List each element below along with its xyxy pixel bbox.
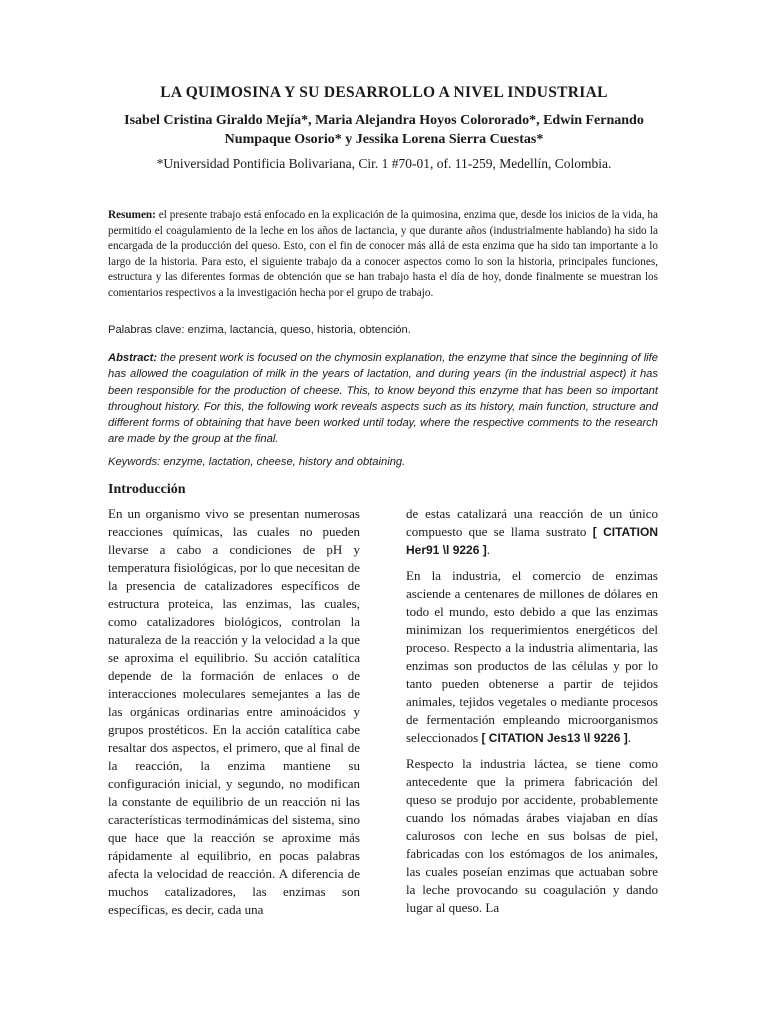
paragraph-text: de estas catalizará una reacción de un único compuesto que se llama sustrato [406, 506, 658, 539]
affiliation: *Universidad Pontificia Bolivariana, Cir. 1 #70-01, of. 11-259, Medellín, Colombia. [156, 156, 612, 171]
resumen-paragraph [108, 208, 658, 301]
paper-title: LA QUIMOSINA Y SU DESARROLLO A NIVEL INDUSTRIAL [160, 84, 608, 101]
intro-paragraph-2 [406, 505, 658, 559]
intro-paragraph-3 [406, 567, 658, 747]
intro-paragraph-4: Respecto la industria láctea, se tiene como antecedente que la primera fabricación del queso se produjo por accidente, probablemente cuando los nómadas árabes viajaban en días calurosos con leche en sus bolsas de piel, fabricadas con los estómagos de los animales, las cuales poseían enzimas que actuaban sobre la leche provocando su coagulación y dando lugar al queso. La [406, 756, 658, 915]
resumen-text: el presente trabajo está enfocado en la explicación de la quimosina, enzima que, desde los inicios de la vida, ha permitido el coagulamiento de la leche en los años de lactancia, y que durante años (industrialmente hablando) ha sido la encargada de la producción del queso. Esto, con el fin de conocer más allá de esta enzima que ha sido tan importante a lo largo de la historia. Para esto, el siguiente trabajo da a conocer aspectos como lo son la historia, principales funciones, estructura y las diferentes formas de obtención que se han trabajo hasta el día de hoy, donde finalmente se muestran los comentarios respectivos a la investigación hecha por el grupo de trabajo. [108, 209, 658, 299]
palabras-clave: Palabras clave: enzima, lactancia, queso, historia, obtención. [108, 324, 411, 336]
paragraph-text: En la industria, el comercio de enzimas asciende a centenares de millones de dólares en todo el mundo, esto debido a que las enzimas minimizan los requerimientos energéticos del proceso. Respecto a la industria alimentaria, las enzimas son productos de las células y por lo tanto pueden obtenerse a partir de tejidos animales, tejidos vegetales o mediante procesos de fermentación empleando microorganismos seleccionados [406, 568, 658, 745]
resumen-label: Resumen: [108, 209, 156, 221]
left-column [108, 505, 360, 919]
citation-her91: [ CITATION Her91 \l 9226 ] [406, 525, 658, 557]
paragraph-end: . [627, 730, 631, 745]
keywords: Keywords: enzyme, lactation, cheese, history and obtaining. [108, 456, 406, 468]
abstract-paragraph [108, 350, 658, 448]
abstract-label: Abstract: [108, 352, 158, 364]
section-heading-introduccion: Introducción [108, 482, 186, 497]
citation-jes13: [ CITATION Jes13 \l 9226 ] [481, 731, 628, 745]
abstract-text: the present work is focused on the chymosin explanation, the enzyme that since the beginning of life has allowed the coagulation of milk in the years of lactation, and during years (in the industrial aspect) it has been responsible for the production of cheese. This, to know beyond this enzyme that has been so important throughout history. For this, the following work reveals aspects such as its history, main function, structure and different forms of obtaining that have been worked until today, where the respective comments to the research are made by the group at the final. [108, 352, 658, 446]
right-column [406, 505, 658, 925]
intro-paragraph-1: En un organismo vivo se presentan numerosas reacciones químicas, las cuales no pueden llevarse a cabo a condiciones de pH y temperatura fisiológicas, por lo que necesitan de la presencia de catalizadores específicos de estructura proteica, las enzimas, las cuales, como catalizadores biológicos, controlan la naturaleza de la reacción y la velocidad a la que se aproxima el equilibrio. Su acción catalítica depende de la formación de enlaces o de interacciones moleculares semejantes a las de las orgánicas ordinarias entre aminoácidos y grupos prostéticos. En la acción catalítica cabe resaltar dos aspectos, el primero, que al final de la reacción, la enzima mantiene su configuración inicial, y segundo, no modifican la constante de equilibrio de un reacción ni las características termodinámicas del sistema, sino que hace que la reacción se aproxime más rápidamente al equilibrio, en pocas palabras afecta la velocidad de reacción. A diferencia de muchos catalizadores, las enzimas son específicas, es decir, cada una [108, 506, 360, 917]
paragraph-end: . [486, 542, 490, 557]
author-list: Isabel Cristina Giraldo Mejía*, Maria Alejandra Hoyos Colororado*, Edwin Fernando Numpaque Osorio* y Jessika Lorena Sierra Cuestas* [124, 113, 644, 147]
